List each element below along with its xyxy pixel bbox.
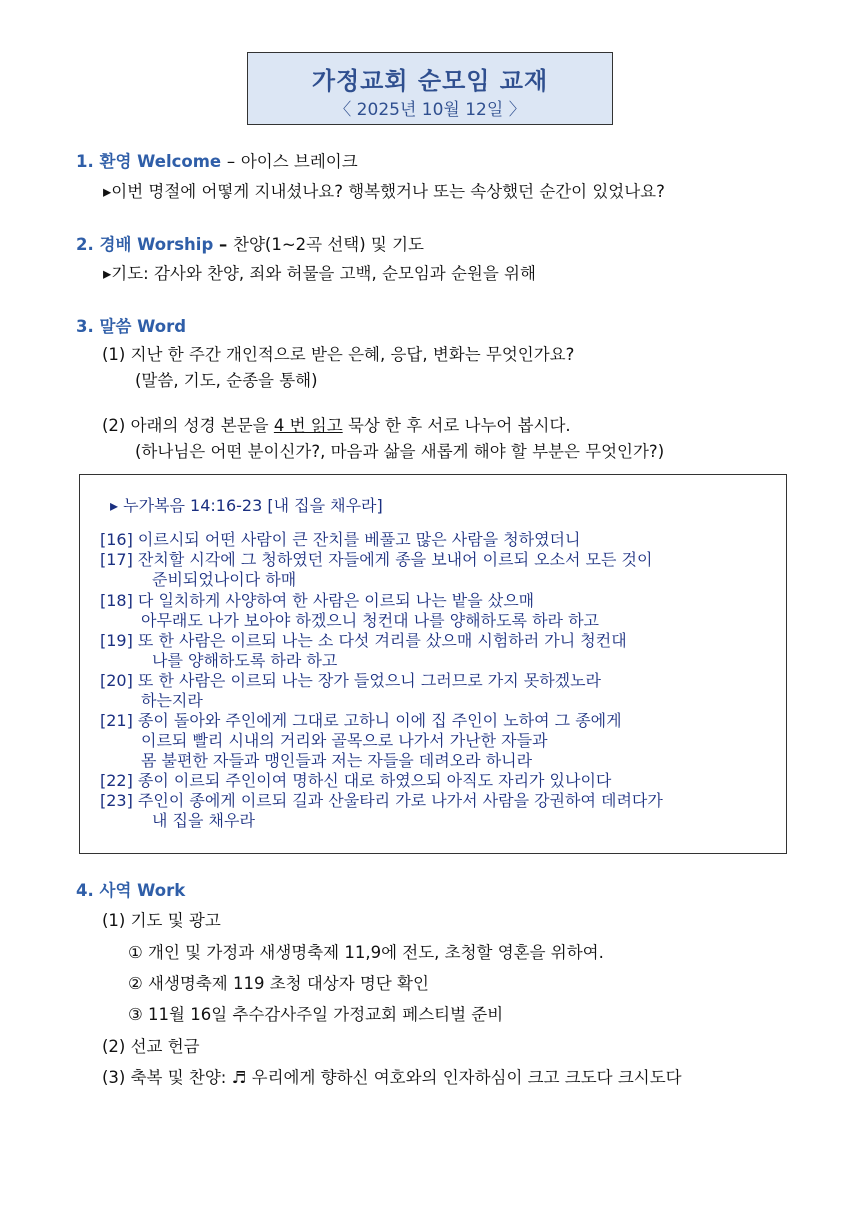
work-subitem: ③ 11월 16일 추수감사주일 가정교회 페스티벌 준비 — [128, 1005, 504, 1024]
section-title-ko: 말씀 — [99, 317, 132, 336]
q2-underline: 4 번 읽고 — [273, 416, 343, 435]
verse-line: [20] 또 한 사람은 이르되 나는 장가 들었으니 그러므로 가지 못하겠노라 — [100, 671, 602, 690]
section-number: 4. — [76, 881, 94, 900]
title-box — [247, 52, 613, 125]
section-number: 2. — [76, 235, 94, 254]
welcome-question: ▸이번 명절에 어떻게 지내셨나요? 행복했거나 또는 속상했던 순간이 있었나요? — [103, 182, 665, 201]
q2-prefix: (2) 아래의 성경 본문을 — [102, 416, 269, 435]
verse-line: 이르되 빨리 시내의 거리와 골목으로 나가서 가난한 자들과 — [141, 731, 548, 750]
section-title-ko: 경배 — [99, 235, 132, 254]
verse-line: [16] 이르시되 어떤 사람이 큰 잔치를 베풀고 많은 사람을 청하였더니 — [100, 530, 581, 549]
work-item: (2) 선교 헌금 — [102, 1037, 200, 1056]
verse-line: 준비되었나이다 하매 — [152, 570, 297, 589]
section-title-en: Welcome — [137, 152, 222, 171]
verse-line: 하는지라 — [141, 691, 203, 710]
section-dash: – — [226, 152, 236, 171]
verse-line: 아무래도 나가 보아야 하겠으니 청컨대 나를 양해하도록 하라 하고 — [141, 611, 600, 630]
section-welcome-heading — [76, 151, 358, 173]
section-subtitle: 찬양(1~2곡 선택) 및 기도 — [233, 235, 424, 254]
section-title-en: Worship — [137, 235, 214, 254]
section-number: 1. — [76, 152, 94, 171]
verse-line: [18] 다 일치하게 사양하여 한 사람은 이르되 나는 밭을 샀으매 — [100, 591, 535, 610]
work-subitem: ② 새생명축제 119 초청 대상자 명단 확인 — [128, 974, 429, 993]
verse-line: [23] 주인이 종에게 이르되 길과 산울타리 가로 나가서 사람을 강권하여 데려다가 — [100, 791, 663, 810]
verse-line: 나를 양해하도록 하라 하고 — [152, 651, 338, 670]
section-word-heading — [76, 316, 186, 338]
worship-prayer: ▸기도: 감사와 찬양, 죄와 허물을 고백, 순모임과 순원을 위해 — [103, 264, 536, 283]
scripture-heading: ▸ 누가복음 14:16-23 [내 집을 채우라] — [110, 496, 383, 515]
verse-line: [21] 종이 돌아와 주인에게 그대로 고하니 이에 집 주인이 노하여 그 종에게 — [100, 711, 622, 730]
verse-line: 내 집을 채우라 — [152, 811, 255, 830]
section-title-ko: 사역 — [99, 881, 132, 900]
page-date: 〈 2025년 10월 12일 〉 — [334, 100, 526, 120]
section-title-en: Word — [137, 317, 187, 336]
work-item: (3) 축복 및 찬양: ♬ 우리에게 향하신 여호와의 인자하심이 크고 크도다 크시도다 — [102, 1068, 682, 1087]
verse-line: [19] 또 한 사람은 이르되 나는 소 다섯 겨리를 샀으매 시험하러 가니 청컨대 — [100, 631, 627, 650]
section-worship-heading — [76, 234, 424, 256]
section-title-ko: 환영 — [99, 152, 132, 171]
section-dash: – — [219, 235, 228, 254]
section-subtitle: 아이스 브레이크 — [240, 152, 358, 171]
work-item: (1) 기도 및 광고 — [102, 911, 221, 930]
word-question-2-note: (하나님은 어떤 분이신가?, 마음과 삶을 새롭게 해야 할 부분은 무엇인가?) — [135, 442, 665, 461]
verse-line: [22] 종이 이르되 주인이여 명하신 대로 하였으되 아직도 자리가 있나이다 — [100, 771, 612, 790]
q2-suffix: 묵상 한 후 서로 나누어 봅시다. — [347, 416, 571, 435]
section-work-heading — [76, 880, 185, 902]
word-question-2 — [102, 415, 571, 437]
word-question-1-note: (말씀, 기도, 순종을 통해) — [135, 371, 318, 390]
section-title-en: Work — [137, 881, 186, 900]
page-title: 가정교회 순모임 교재 — [311, 67, 549, 95]
verse-line: 몸 불편한 자들과 맹인들과 저는 자들을 데려오라 하니라 — [141, 751, 533, 770]
verse-line: [17] 잔치할 시각에 그 청하였던 자들에게 종을 보내어 이르되 오소서 모든 것이 — [100, 550, 653, 569]
word-question-1: (1) 지난 한 주간 개인적으로 받은 은혜, 응답, 변화는 무엇인가요? — [102, 345, 575, 364]
section-number: 3. — [76, 317, 94, 336]
work-subitem: ① 개인 및 가정과 새생명축제 11,9에 전도, 초청할 영혼을 위하여. — [128, 943, 604, 962]
